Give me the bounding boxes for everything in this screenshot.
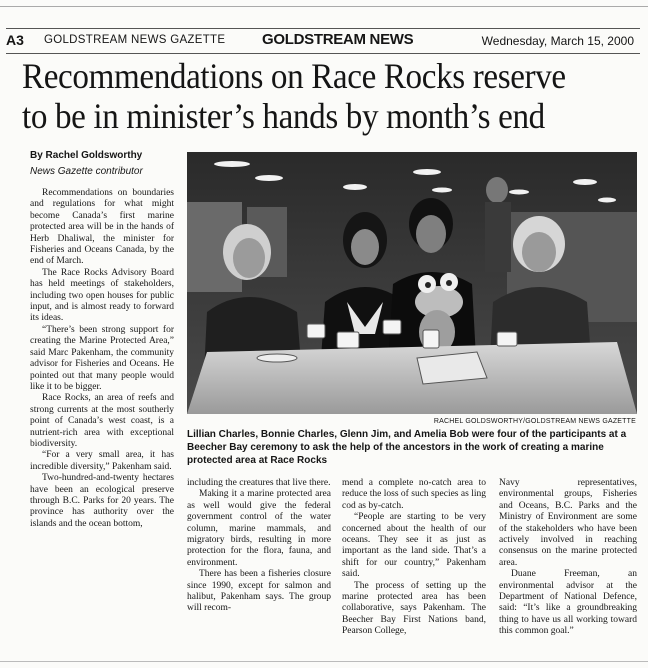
paragraph: including the creatures that live there. bbox=[187, 478, 331, 488]
issue-date: Wednesday, March 15, 2000 bbox=[481, 34, 634, 48]
table bbox=[187, 342, 637, 414]
page-number: A3 bbox=[6, 32, 24, 48]
paragraph: mend a complete no-catch area to reduce the loss of such species as ling cod as by-catch. bbox=[342, 478, 486, 511]
section-name: GOLDSTREAM NEWS bbox=[262, 31, 414, 48]
news-photo bbox=[187, 152, 637, 414]
paragraph: Recommendations on boundaries and regulations for what might become Canada’s first marine protected area will be in the hands of Herb Dhaliwal, the minister for Fisheries and Oceans Canada, by the end of March. bbox=[30, 188, 174, 267]
photo-caption: Lillian Charles, Bonnie Charles, Glenn Jim, and Amelia Bob were four of the participants at a Beecher Bay ceremony to ask the help of the ancestors in the work of creating a marine protected area at Race Rocks bbox=[187, 429, 627, 466]
paragraph: “There’s been strong support for creating the Marine Protected Area,” said Marc Pakenham, the community advisor for Fisheries and Oceans. He pointed out that many people would like it to be bigger. bbox=[30, 324, 174, 392]
paragraph: There has been a fisheries closure since 1990, except for salmon and halibut, Pakenham says. The group will recom- bbox=[187, 569, 331, 614]
paragraph: “People are starting to be very concerned about the health of our oceans. They see it as just as important as the land side. That’s a shift for our country,” Pakenham said. bbox=[342, 512, 486, 580]
paragraph: Duane Freeman, an environmental advisor at the Department of National Defence, said: “It’s like a groundbreaking thing to have us all working toward this common goal.” bbox=[499, 569, 637, 637]
paper-name: GOLDSTREAM NEWS GAZETTE bbox=[44, 34, 226, 46]
paragraph: The process of setting up the marine protected area has been collaborative, says Pakenham. The Beecher Bay First Nations band, Pearson College, bbox=[342, 580, 486, 637]
page-header bbox=[6, 28, 640, 54]
article-column-3 bbox=[342, 478, 486, 638]
photo-credit: RACHEL GOLDSWORTHY/GOLDSTREAM NEWS GAZETTE bbox=[433, 418, 636, 425]
photo-illustration bbox=[187, 152, 637, 414]
paragraph: The Race Rocks Advisory Board has held meetings of stakeholders, including two open houses for public input, and is almost ready to forward its ideas. bbox=[30, 267, 174, 324]
paragraph: Navy representatives, environmental groups, Fisheries and Oceans, B.C. Parks and the Ministry of Environment are some of the stakeholders who have been actively involved in reaching consensus on the marine protected area. bbox=[499, 478, 637, 568]
paragraph: Making it a marine protected area as well would give the federal government control of the water column, marine mammals, and migratory birds, resulting in more protection for the flora, fauna, and environment. bbox=[187, 489, 331, 568]
article-column-4 bbox=[499, 478, 637, 638]
paragraph: Race Rocks, an area of reefs and strong currents at the most southerly point of Canada’s west coast, is a nutrient-rich area with exceptional biodiversity. bbox=[30, 393, 174, 449]
byline-title: News Gazette contributor bbox=[30, 166, 143, 177]
byline: By Rachel Goldsworthy bbox=[30, 150, 143, 161]
article-column-2 bbox=[187, 478, 331, 615]
bottom-rule bbox=[0, 661, 648, 662]
top-rule bbox=[0, 6, 648, 7]
paragraph: Two-hundred-and-twenty hectares have been an ecological preserve through B.C. Parks for 20 years. The province has authority over the islands and the ocean bottom, bbox=[30, 473, 174, 529]
headline: Recommendations on Race Rocks reserve to be in minister’s hands by month’s end bbox=[22, 56, 566, 136]
paragraph: “For a very small area, it has incredible diversity,” Pakenham said. bbox=[30, 450, 174, 472]
article-column-1 bbox=[30, 188, 174, 530]
